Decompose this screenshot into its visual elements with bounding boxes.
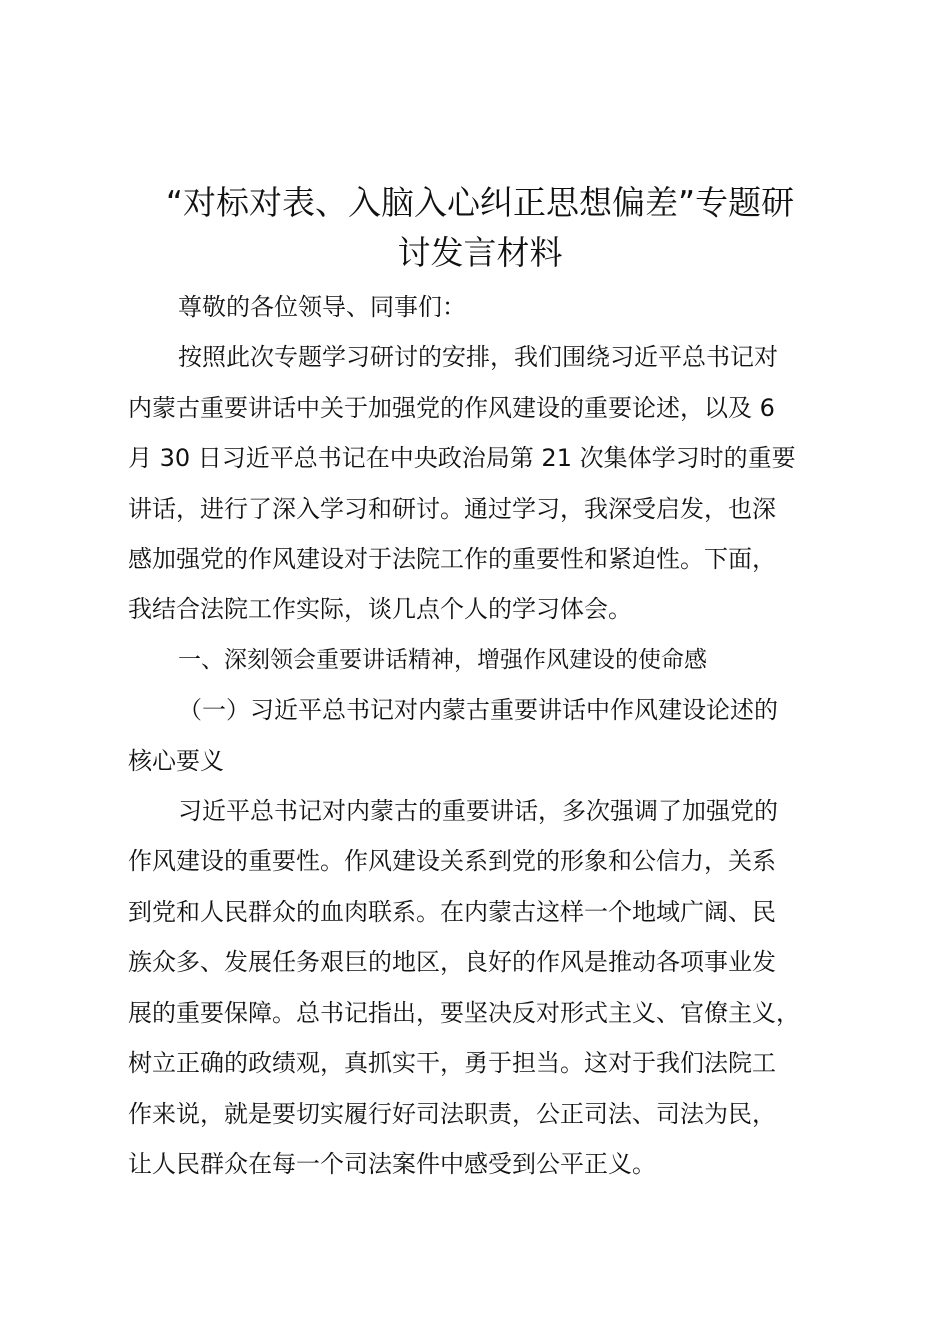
- intro-line-2: 内蒙古重要讲话中关于加强党的作风建设的重要论述，以及 6: [128, 393, 775, 422]
- section-heading-line: 一、深刻领会重要讲话精神，增强作风建设的使命感: [178, 646, 707, 673]
- intro-line-1: 按照此次专题学习研讨的安排，我们围绕习近平总书记对: [178, 343, 778, 372]
- intro-paragraph: [128, 332, 863, 634]
- subsection-heading: [128, 685, 863, 786]
- intro-line-3: 月 30 日习近平总书记在中央政治局第 21 次集体学习时的重要: [128, 444, 796, 473]
- intro-line-5: 感加强党的作风建设对于法院工作的重要性和紧迫性。下面，: [128, 545, 776, 574]
- body-line-3: 到党和人民群众的血肉联系。在内蒙古这样一个地域广阔、民: [128, 897, 776, 926]
- body-line-7: 作来说，就是要切实履行好司法职责，公正司法、司法为民，: [128, 1099, 776, 1128]
- document-title: [120, 178, 840, 278]
- body-line-1: 习近平总书记对内蒙古的重要讲话，多次强调了加强党的: [178, 797, 778, 826]
- document-body: [128, 282, 863, 1189]
- intro-line-6: 我结合法院工作实际，谈几点个人的学习体会。: [128, 595, 632, 624]
- salutation-line: 尊敬的各位领导、同事们：: [178, 293, 466, 321]
- body-line-2: 作风建设的重要性。作风建设关系到党的形象和公信力，关系: [128, 847, 776, 876]
- body-paragraph: [128, 786, 863, 1189]
- title-line-1: “对标对表、入脑入心纠正思想偏差”专题研: [165, 183, 795, 222]
- intro-line-4: 讲话，进行了深入学习和研讨。通过学习，我深受启发，也深: [128, 494, 776, 523]
- section-heading: [128, 635, 863, 685]
- body-line-8: 让人民群众在每一个司法案件中感受到公平正义。: [128, 1149, 656, 1178]
- body-line-6: 树立正确的政绩观，真抓实干，勇于担当。这对于我们法院工: [128, 1049, 776, 1078]
- subsection-line-1: （一）习近平总书记对内蒙古重要讲话中作风建设论述的: [178, 696, 778, 725]
- body-line-5: 展的重要保障。总书记指出，要坚决反对形式主义、官僚主义，: [128, 998, 800, 1027]
- title-line-2: 讨发言材料: [397, 233, 563, 272]
- salutation: [128, 282, 863, 332]
- subsection-line-2: 核心要义: [128, 746, 224, 775]
- body-line-4: 族众多、发展任务艰巨的地区，良好的作风是推动各项事业发: [128, 948, 776, 977]
